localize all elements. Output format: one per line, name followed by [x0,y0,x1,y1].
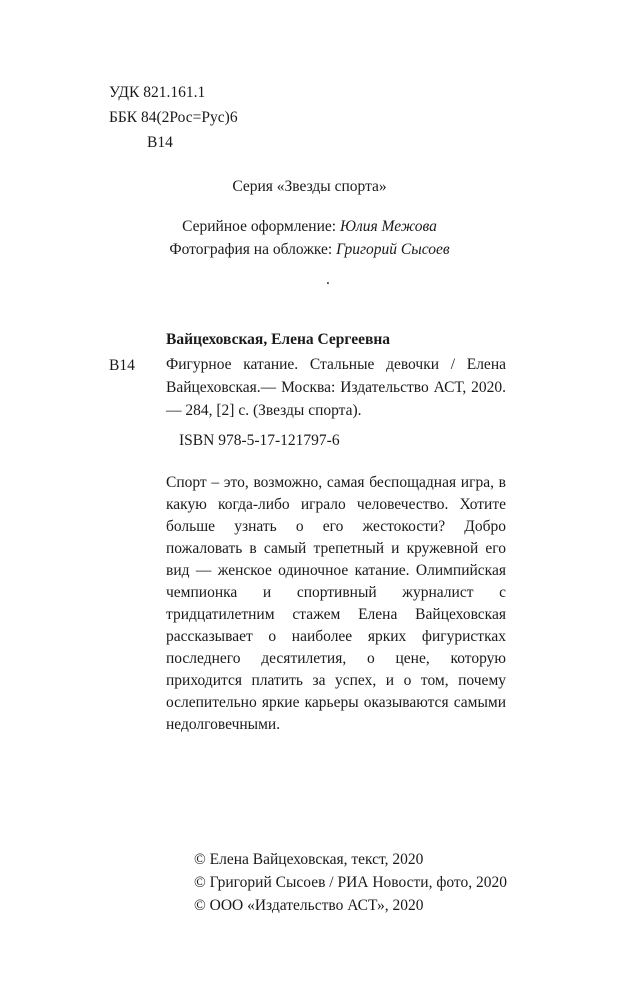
catalog-author: Вайцеховская, Елена Сергеевна [166,331,391,348]
udk-code: УДК 821.161.1 [109,84,206,101]
design-credit [0,215,619,238]
photo-label: Фотография на обложке: [169,241,333,258]
copyright-block [194,848,507,917]
separator-dot: . [326,271,330,288]
copyright-photo: © Григорий Сысоев / РИА Новости, фото, 2020 [194,874,507,891]
catalog-code: В14 [109,357,135,374]
classification-block [109,80,238,155]
bbk-code: ББК 84(2Рос=Рус)6 [109,109,238,126]
catalog-description: Фигурное катание. Стальные девочки / Елена Вайцеховская.— Москва: Издательство АСТ, 2020.— 284, [2] с. (Звезды спорта). [166,356,506,419]
annotation: Спорт – это, возможно, самая беспощадная игра, в какую когда-либо играло человечество. Хотите больше узнать о его жестокости? Добро пожаловать в самый трепетный и кружевной его вид — женское одиночное катание. Олимпийская чемпионка и спортивный журналист с тридцатилетним стажем Елена Вайцеховская рассказывает о наиболее ярких фигуристках последнего десятилетия, о цене, которую приходится платить за успех, и о том, почему ослепительно яркие карьеры оказываются самыми недолговечными. [166,474,506,733]
isbn: ISBN 978-5-17-121797-6 [179,432,340,449]
author-mark: В14 [147,134,173,151]
credits-block [0,215,619,261]
photo-name: Григорий Сысоев [336,241,450,258]
copyright-publisher: © ООО «Издательство АСТ», 2020 [194,897,424,914]
copyright-text: © Елена Вайцеховская, текст, 2020 [194,851,424,868]
photo-credit [0,238,619,261]
design-name: Юлия Межова [339,218,437,235]
series-title: Серия «Звезды спорта» [232,178,387,195]
design-label: Серийное оформление: [182,218,337,235]
